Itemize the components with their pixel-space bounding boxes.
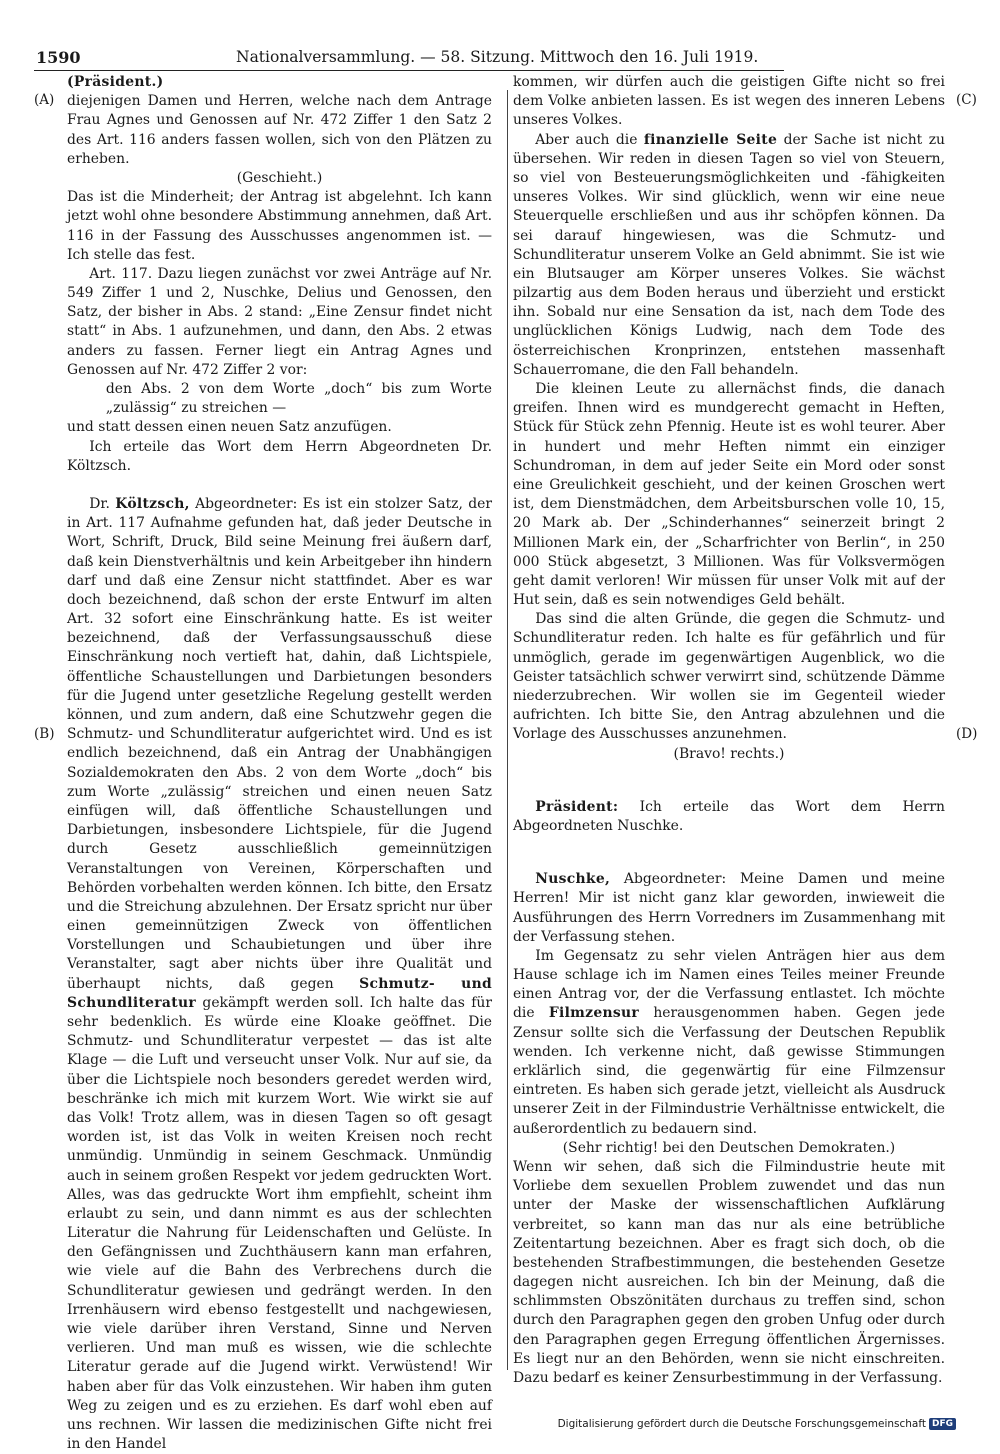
stage-direction: (Geschieht.) <box>236 169 323 186</box>
text: Aber auch die <box>535 131 638 148</box>
page-number: 1590 <box>36 48 81 67</box>
speaker-tag: (Präsident.) <box>67 74 164 90</box>
dfg-logo-icon: DFG <box>929 1418 956 1430</box>
speech-text: Abgeordneter: Meine Damen und meine Herren! Mir ist nicht ganz klar geworden, inwieweit die Ausführungen des Herrn Vorredners im Zusammenhang mit der Verfassung stehen. <box>513 871 945 945</box>
paragraph <box>513 947 945 1139</box>
speech-text: gekämpft werden soll. Ich halte das für sehr bedenklich. Es würde eine Kloake geöffnet. Die Schmutz- und Schundliteratur verpestet — das ist alte Klage — die Luft und verseucht unser Volk. Nur auf sie, da über die Lichtspiele noch besonders geredet werden wird, beschränke ich mich mit kurzem Wort. Wie wirkt sie auf das Volk! Trotz allem, was in diesen Tagen so oft gesagt worden ist, ist das Volk in weiten Kreisen noch recht unmündig. Unmündig in seinem Geschmack. Unmündig auch in seinem großen Respekt vor jedem gedruckten Wort. Alles, was das gedruckte Wort ihm empfiehlt, scheint ihm erlaubt zu sein, und dann nimmt es aus der schlechten Literatur die Nahrung für Leidenschaften und Gelüste. In den Gefängnissen und Zuchthäusern kann man erfahren, wie viele auf die Bahn des Verbrechens durch die Schundliteratur gewiesen und gedrängt werden. In den Irrenhäusern wird ebenso festgestellt und nachgewiesen, wie viele darüber ihren Verstand, Sinne und Nerven verlieren. Und man muß es wissen, wie die schlechte Literatur gerade auf die Jugend wirkt. Verwüstend! Wir haben aber für das Volk einzustehen. Wir haben ihm guten Weg zu zeigen und es zu erziehen. Es darf wohl eben auf uns rechnen. Wir lassen die medizinischen Gifte nicht frei in den Handel <box>67 994 493 1453</box>
stage-direction: (Sehr richtig! bei den Deutschen Demokraten.) <box>562 1139 896 1156</box>
emphasis-text: Schmutz- und Schundliteratur <box>67 975 492 1011</box>
right-column <box>513 73 945 1388</box>
speaker-name: Költzsch, <box>115 495 190 512</box>
spacer <box>67 476 492 495</box>
left-column <box>67 73 492 1454</box>
paragraph: Das sind die alten Gründe, die gegen die Schmutz- und Schundliteratur reden. Ich halte es für gefährlich und für unmöglich, gerade im gegenwärtigen Augenblick, wo die Geister tatsächlich schwer verwirrt sind, schützende Dämme niederzubrechen. Wir wollen sie im Gegenteil wieder aufrichten. Ich bitte Sie, den Antrag abzulehnen und die Vorlage des Ausschusses anzunehmen. <box>513 611 945 743</box>
text: der Sache ist nicht zu übersehen. Wir reden in diesen Tagen so viel von Steuern, so viel von Besteuerungsmöglichkeiten und -fähigkeiten unseres Volkes. Wir sind glücklich, wenn wir eine neue Steuerquelle erschließen und aus ihr schöpfen können. Da sei darauf hingewiesen, was die Schmutz- und Schundliteratur unserem Volke an Geld abnimmt. Sie ist wie ein Blutsauger am Körper unseres Volkes. Sie wächst pilzartig aus dem Boden heraus und überzieht und erstickt ihn. Sobald nur eine Sensation da ist, nach dem Tode des unglücklichen Königs Ludwig, nach dem Tode des österreichischen Kronprinzen, entstehen massenhaft Schauerromane, die den Fall behandeln. <box>513 131 945 378</box>
spacer <box>513 764 945 798</box>
running-head: Nationalversammlung. — 58. Sitzung. Mittwoch den 16. Juli 1919. <box>236 48 759 66</box>
margin-mark-a: (A) <box>34 92 55 108</box>
stage-direction: (Bravo! rechts.) <box>673 745 785 762</box>
margin-mark-b: (B) <box>34 726 55 742</box>
speech-koeltzsch <box>67 495 492 1454</box>
footer-text: Digitalisierung gefördert durch die Deutsche Forschungsgemeinschaft <box>557 1418 926 1430</box>
paragraph: Ich erteile das Wort dem Herrn Abgeordneten Dr. Költzsch. <box>67 438 492 474</box>
speech-text: Abgeordneter: Es ist ein stolzer Satz, der in Art. 117 Aufnahme gefunden hat, daß jeder Deutsche in Wort, Schrift, Druck, Bild seine Meinung frei äußern darf, daß kein Dienstverhältnis und kein Arbeitgeber ihn hindern darf und daß eine Zensur nicht stattfindet. Aber es war doch bezeichnend, daß schon der erste Entwurf im alten Art. 32 sofort eine Einschränkung hatte. Es ist weiter bezeichnend, daß der Verfassungsausschuß diese Einschränkung noch vertieft hat, dahin, daß Lichtspiele, öffentliche Schaustellungen und Darbietungen besonders für die Jugend unter gesetzliche Regelung gestellt werden können, und zum andern, daß eine Schutzwehr gegen die Schmutz- und Schundliteratur aufgerichtet wird. Und es ist endlich bezeichnend, daß ein Antrag der Unabhängigen Sozialdemokraten den Abs. 2 von dem Worte „doch“ bis zum Worte „zulässig“ streichen und einen neuen Satz einfügen will, daß öffentliche Schaustellungen und Darbietungen, insbesondere Lichtspiele, für die Jugend durch Gesetz ausschließlich gemeinnützigen Veranstaltungen von Vereinen, Körperschaften und Behörden vorbehalten werden können. Ich bitte, den Ersatz und die Streichung abzulehnen. Der Ersatz spricht nur über einen gemeinnützigen Zweck von öffentlichen Vorstellungen und Schaubietungen und über ihre Veranstalter, sagt aber nichts über ihre Qualität und überhaupt nichts, daß gegen <box>67 495 492 992</box>
paragraph: kommen, wir dürfen auch die geistigen Gifte nicht so frei dem Volke anbieten lassen. Es ist wegen des inneren Lebens unseres Volkes. <box>513 74 945 129</box>
header-rule <box>34 70 784 71</box>
emphasis-text: finanzielle Seite <box>643 131 778 148</box>
paragraph: Das ist die Minderheit; der Antrag ist abgelehnt. Ich kann jetzt wohl ohne besondere Abstimmung annehmen, daß Art. 116 in der Fassung des Ausschusses angenommen ist. — Ich stelle das fest. <box>67 189 492 263</box>
text: Im Gegensatz zu sehr vielen Anträgen hier aus dem Hause schlage ich im Namen eines Teiles meiner Freunde einen Antrag vor, der die Verfassung entlastet. Ich möchte die <box>513 947 945 1022</box>
paragraph: Art. 117. Dazu liegen zunächst vor zwei Anträge auf Nr. 549 Ziffer 1 und 2, Nuschke, Delius und Genossen, den Satz, der bisher in Abs. 2 stand: „Eine Zensur findet nicht statt“ in Abs. 1 aufzunehmen, und dann, den Abs. 2 etwas anders zu fassen. Ferner liegt ein Antrag Agnes und Genossen auf Nr. 472 Ziffer 2 vor: <box>67 265 492 378</box>
speaker-name: Nuschke, <box>535 871 611 888</box>
column-divider <box>507 90 508 1370</box>
text: herausgenommen haben. Gegen jede Zensur sollte sich die Verfassung der Deutschen Republik wenden. Ich verkenne nicht, daß gewisse Stimmungen erklärlich sind, die gegenwärtig für eine Filmzensur eintreten. Es haben sich gerade jetzt, vielleicht als Ausdruck unserer Zeit in der Filmindustrie Verhältnisse entwickelt, die außerordentlich zu bedauern sind. <box>513 1005 946 1137</box>
emphasis-text: Filmzensur <box>548 1005 640 1022</box>
speech-nuschke <box>513 870 945 947</box>
spacer <box>513 836 945 870</box>
paragraph: diejenigen Damen und Herren, welche nach dem Antrage Frau Agnes und Genossen auf Nr. 472 Ziffer 1 den Satz 2 des Art. 116 anders fassen wollen, sich von den Plätzen zu erheben. <box>67 93 492 167</box>
margin-mark-d: (D) <box>956 726 978 742</box>
margin-mark-c: (C) <box>956 92 977 108</box>
speech-president <box>513 798 945 836</box>
speaker-name: Präsident: <box>535 798 619 815</box>
footer-credit <box>558 1418 956 1430</box>
paragraph: Wenn wir sehen, daß sich die Filmindustrie heute mit Vorliebe dem sexuellen Problem zuwendet und das nun unter der Maske der wissenschaftlichen Aufklärung verbreitet, so kann man das nur als eine betrübliche Zeitentartung bezeichnen. Aber es fragt sich doch, ob die bestehenden Strafbestimmungen, die bestehenden Gesetze dagegen nicht ausreichen. Ich bin der Meinung, daß die schlimmsten Obszönitäten durchaus zu treffen sind, schon durch den Paragraphen gegen den groben Unfug oder durch den Paragraphen gegen Erregung öffentlichen Ärgernisses. Es liegt nur an den Behörden, wenn sie nicht einschreiten. Dazu bedarf es keiner Zensurbestimmung in der Verfassung. <box>513 1158 945 1386</box>
speech-text: Ich erteile das Wort dem Herrn Abgeordneten Nuschke. <box>513 798 945 834</box>
paragraph: und statt dessen einen neuen Satz anzufügen. <box>67 419 392 436</box>
paragraph: Die kleinen Leute zu allernächst finds, die danach greifen. Ihnen wird es mundgerecht gemacht in Heften, Stück für Stück zehn Pfennig. Heute ist es wohl teurer. Aber in hundert und mehr Heften nimmt ein einziger Schundroman, in dem auf jeder Seite ein Mord oder sonst eine Greulichkeit geschieht, und der keinen Groschen wert ist, dem Dienstmädchen, dem Arbeitsburschen volle 10, 15, 20 Mark ab. Der „Schinderhannes“ seinerzeit bringt 2 Millionen Mark ein, der „Scharfrichter von Berlin“, in 250 000 Stück abgesetzt, 3 Millionen. Was für Volksvermögen geht damit verloren! Wir müssen für unser Volk mit auf der Hut sein, daß es sein notwendiges Geld behält. <box>513 381 945 609</box>
paragraph <box>513 131 945 380</box>
speaker-title: Dr. <box>89 495 110 512</box>
quoted-motion: den Abs. 2 von dem Worte „doch“ bis zum Worte „zulässig“ zu streichen — <box>105 381 492 417</box>
